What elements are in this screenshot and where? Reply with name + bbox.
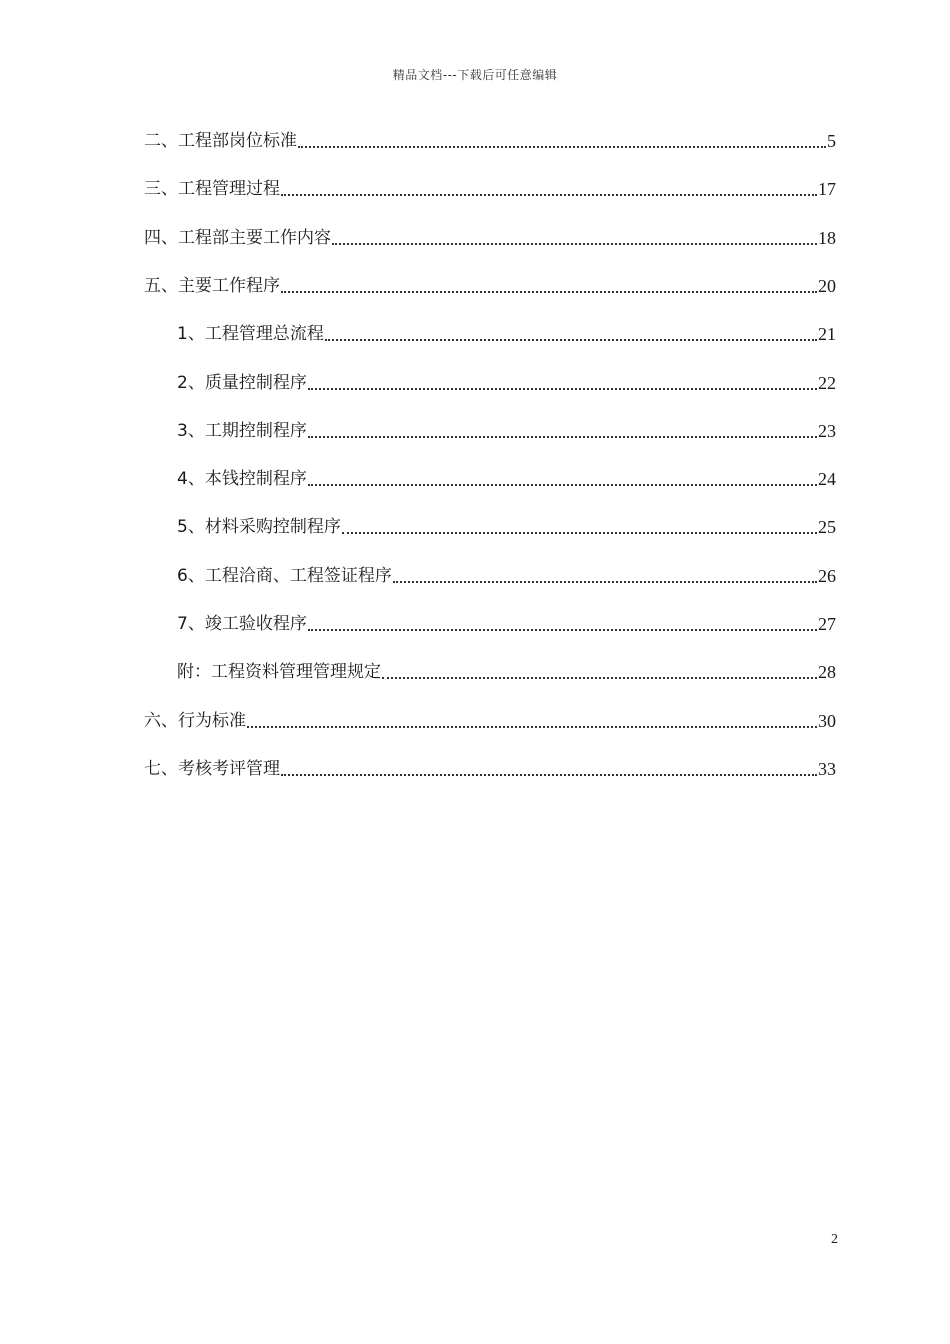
toc-dot-leader [308,629,817,631]
toc-entry-title: 三、工程管理过程 [144,179,280,200]
toc-subentry[interactable] [177,317,836,345]
toc-dot-leader [308,388,817,390]
toc-dot-leader [281,774,817,776]
toc-entry-page: 33 [818,758,836,779]
toc-entry-title: 2、质量控制程序 [177,372,307,393]
toc-entry-page: 30 [818,710,836,731]
toc-entry-page: 24 [818,469,836,490]
toc-subentry[interactable] [177,366,836,394]
toc-subentry[interactable] [177,607,836,635]
toc-entry-page: 5 [827,131,836,151]
toc-entry-title: 5、材料采购控制程序 [177,517,341,538]
toc-entry-page: 22 [818,372,836,393]
toc-entry[interactable] [144,172,836,200]
toc-entry-title: 五、主要工作程序 [144,275,280,296]
toc-dot-leader [342,532,817,534]
toc-entry-title: 1、工程管理总流程 [177,324,324,345]
toc-entry[interactable] [144,752,836,780]
toc-entry-page: 18 [818,227,836,248]
toc-dot-leader [325,339,817,341]
toc-entry-page: 21 [818,324,836,345]
toc-dot-leader [247,726,817,728]
toc-dot-leader [393,581,817,583]
toc-entry-page: 20 [818,275,836,296]
toc-entry-page: 25 [818,517,836,538]
toc-dot-leader [298,146,826,148]
toc-entry-title: 附：工程资料管理管理规定 [177,662,381,683]
toc-subentry[interactable] [177,462,836,490]
toc-entry-title: 4、本钱控制程序 [177,469,307,490]
toc-dot-leader [281,291,817,293]
toc-entry-title: 6、工程洽商、工程签证程序 [177,565,392,586]
toc-dot-leader [332,243,817,245]
page-number: 2 [831,1232,838,1247]
toc-subentry[interactable] [177,559,836,587]
toc-dot-leader [308,436,817,438]
toc-entry-title: 7、竣工验收程序 [177,614,307,634]
toc-subentry[interactable] [177,414,836,442]
toc-subentry[interactable] [177,655,836,683]
toc-dot-leader [281,194,817,196]
toc-entry-page: 26 [818,565,836,586]
toc-entry-title: 四、工程部主要工作内容 [144,227,331,248]
toc-entry[interactable] [144,221,836,249]
toc-dot-leader [308,484,817,486]
toc-subentry[interactable] [177,510,836,538]
toc-entry-page: 17 [818,179,836,200]
toc-entry-page: 28 [818,662,836,683]
toc-entry-title: 3、工期控制程序 [177,420,307,441]
toc-entry[interactable] [144,704,836,732]
page-header: 精品文档---下载后可任意编辑 [392,68,558,82]
toc-entry-title: 六、行为标准 [144,710,246,731]
toc-dot-leader [382,677,817,679]
toc-entry-page: 27 [818,614,836,634]
toc-entry[interactable] [144,269,836,297]
toc-entry-title: 七、考核考评管理 [144,758,280,779]
toc-entry-title: 二、工程部岗位标准 [144,131,297,151]
toc-entry[interactable] [144,124,836,152]
toc-entry-page: 23 [818,420,836,441]
